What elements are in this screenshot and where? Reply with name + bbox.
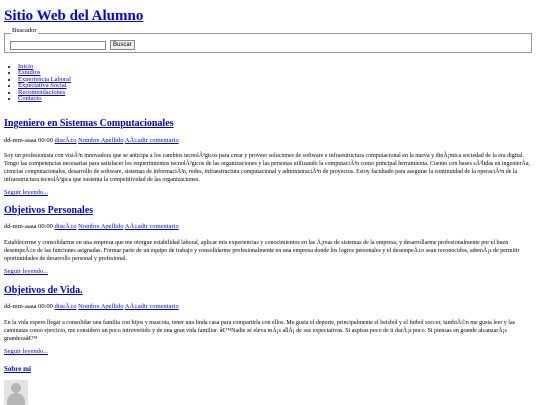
post-title-link[interactable]: Ingeniero en Sistemas Computacionales bbox=[4, 118, 174, 129]
post-body: En la vida espero llegar a consolidar una familia con hijos y mascota, tener una linda casa para compartirla con ellos. Me gusta el deporte, principalmente el beisbol y el futbol soccer, tambiÃ©n me gusta leer y las caminatas como ejercicio, me considero un poco introvertido y de una gran vida familiar. â€™Nadie se eleva mÃ¡s allÃ¡ de sus expectativas. Si aspiras poco de ti darÃ¡s poco. Si piensas en grande alcanzarÃ¡s grandezaâ€™ bbox=[4, 320, 515, 342]
post-author-link[interactable]: Nombre Apellido bbox=[78, 303, 124, 310]
post-category-link[interactable]: diseÃ±o bbox=[54, 223, 77, 230]
post-category-link[interactable]: diseÃ±o bbox=[54, 137, 77, 144]
nav-link-recomendaciones[interactable]: Recomendaciones bbox=[18, 88, 66, 96]
post-body: Establecerme y consolidarme en una empresa que me otorgue estabilidad laboral, aplicar mis experiencias y conocimientos en las Ã¡reas de sistemas de la empresa, y desarrollarme profesionalmente por el buen desempeÃ±o de las funciones asignadas. Formar parte de un equipo de trabajo y consolidarme profesionalmente en una empresa donde los logros personales y el desempeÃ±o sean reconocidos, ademÃ¡s de permitir oportunidades de desarrollo personal y profesional. bbox=[4, 240, 520, 262]
post-title bbox=[4, 205, 93, 217]
post-date: dd-mm-aaaa 00:00 bbox=[4, 223, 53, 230]
add-comment-link[interactable]: AÃ±adir comentario bbox=[124, 223, 179, 230]
main-nav bbox=[6, 64, 71, 102]
post-date: dd-mm-aaaa 00:00 bbox=[4, 303, 53, 310]
post-title bbox=[4, 118, 174, 130]
search-legend: Buscador bbox=[12, 27, 37, 34]
read-more-link[interactable]: Seguir leyendo... bbox=[4, 189, 49, 196]
site-title-link[interactable]: Sitio Web del Alumno bbox=[4, 8, 144, 24]
nav-link-experiencia-laboral[interactable]: Experiencia Laboral bbox=[18, 75, 71, 83]
avatar-body-shape bbox=[7, 393, 25, 405]
read-more-link[interactable]: Seguir leyendo... bbox=[4, 268, 49, 275]
about-title-link[interactable]: Sobre mi bbox=[4, 365, 31, 373]
search-box bbox=[4, 27, 532, 53]
post-author-link[interactable]: Nombre Apellido bbox=[78, 137, 124, 144]
site-title bbox=[4, 8, 143, 25]
add-comment-link[interactable]: AÃ±adir comentario bbox=[124, 303, 179, 310]
nav-link-estudios[interactable]: Estudios bbox=[18, 69, 41, 77]
about-title bbox=[4, 365, 31, 373]
search-button[interactable]: Buscar bbox=[110, 40, 135, 50]
avatar bbox=[4, 380, 28, 405]
post-title bbox=[4, 285, 83, 297]
post-meta bbox=[4, 137, 179, 145]
read-more-link[interactable]: Seguir leyendo... bbox=[4, 348, 49, 355]
search-input[interactable] bbox=[10, 41, 106, 50]
nav-link-expectativa-social[interactable]: Expectativa Social bbox=[18, 82, 67, 90]
post-body: Soy un profesionista con visiÃ³n innovadora que se anticipa a los cambios tecnolÃ³gicos para crear y proveer soluciones de software e infraestructura computacional en la nueva y dinÃ¡mica sociedad de la era digital. Tengo las competencias necesarias para satisfacer los requerimientos tecnolÃ³gicos de las organizaciones y las personas utilizando la computaciÃ³n como principal herramienta. Cuento con bases sÃ³lidas en ingenierÃa, ciencias computacionales, desarrollo de software, sistemas de informaciÃ³n, redes, infraestructura computacional y administraciÃ³n de proyectos. Estoy facultado para asegurar la continuidad de la operaciÃ³n de la infraestructura tecnolÃ³gica que sustenta la competitividad de las organizaciones. bbox=[4, 153, 531, 183]
nav-item-contacto bbox=[18, 96, 71, 102]
nav-link-contacto[interactable]: Contacto bbox=[18, 95, 42, 103]
post-meta bbox=[4, 303, 179, 311]
post-category-link[interactable]: diseÃ±o bbox=[54, 303, 77, 310]
post-title-link[interactable]: Objetivos de Vida. bbox=[4, 285, 83, 296]
post-author-link[interactable]: Nombre Apellido bbox=[78, 223, 124, 230]
nav-link-inicio[interactable]: Inicio bbox=[18, 63, 34, 70]
add-comment-link[interactable]: AÃ±adir comentario bbox=[124, 137, 179, 144]
post-date: dd-mm-aaaa 00:00 bbox=[4, 137, 53, 144]
post-meta bbox=[4, 223, 179, 231]
avatar-head-shape bbox=[11, 383, 21, 393]
post-title-link[interactable]: Objetivos Personales bbox=[4, 205, 94, 216]
